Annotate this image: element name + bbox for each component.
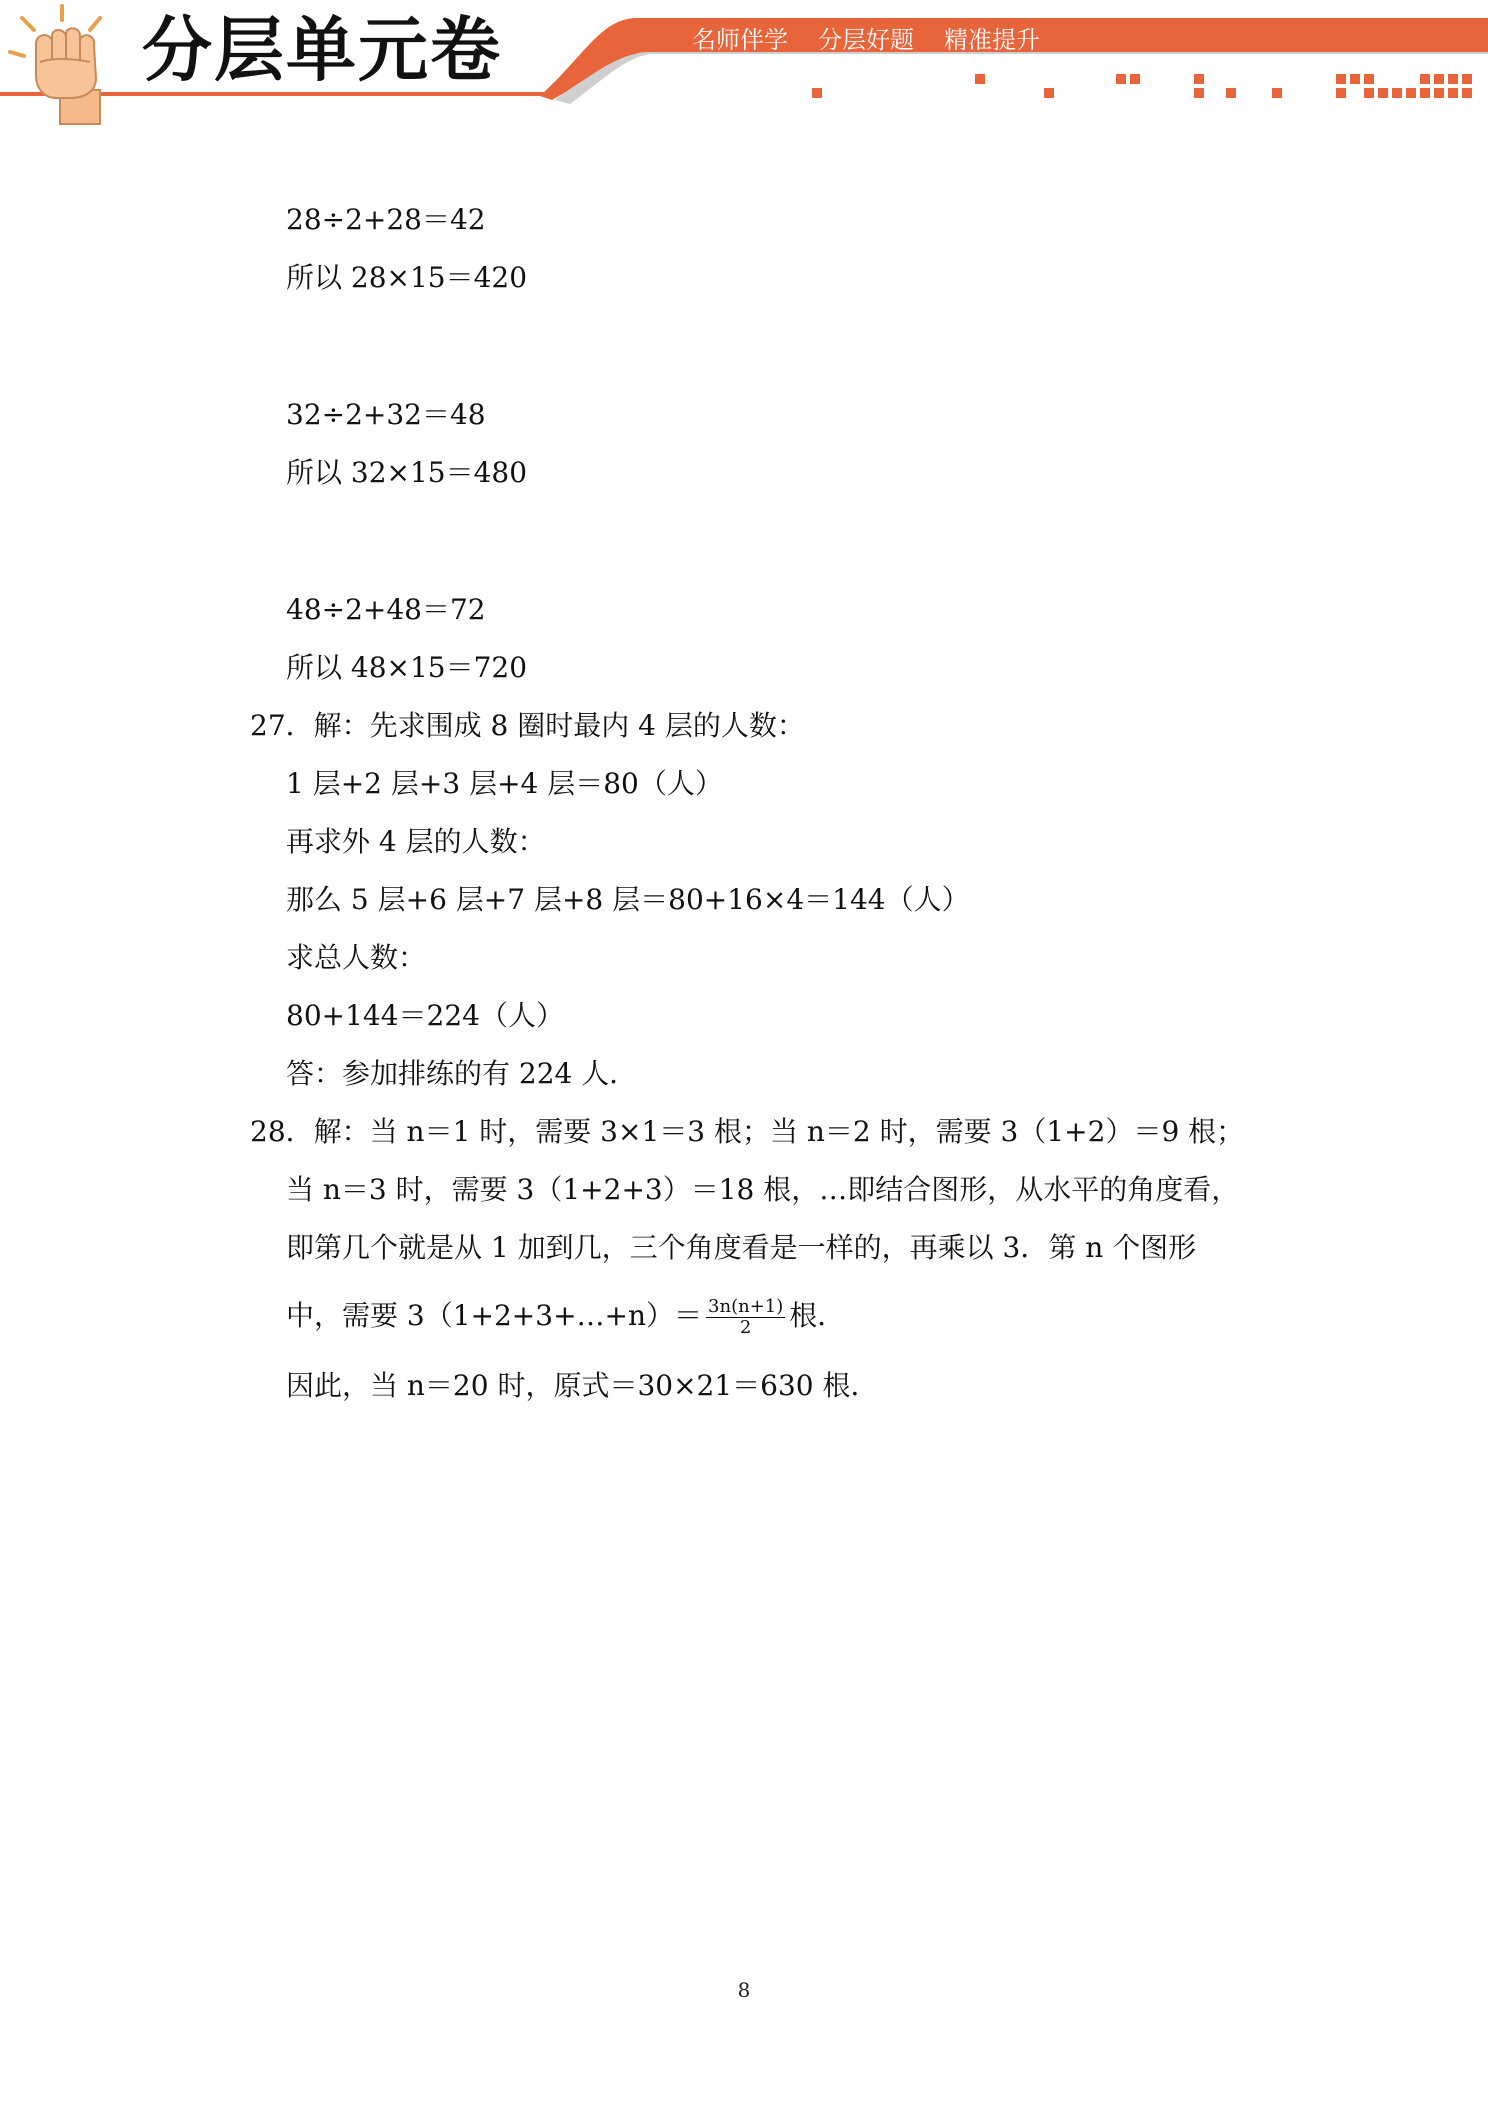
q27-line: 求总人数： — [286, 941, 427, 974]
formula-suffix: 根． — [789, 1299, 846, 1332]
q28-line: 即第几个就是从 1 加到几，三个角度看是一样的，再乘以 3．第 n 个图形 — [286, 1231, 1197, 1264]
slogan-3: 精准提升 — [944, 26, 1040, 54]
calc-line: 48÷2+48＝72 — [286, 593, 486, 626]
question-27-heading: 27．解：先求围成 8 圈时最内 4 层的人数： — [250, 709, 805, 742]
calc-line: 所以 48×15＝720 — [286, 651, 528, 684]
raised-fist-icon — [0, 0, 130, 130]
q28-conclusion: 因此，当 n＝20 时，原式＝30×21＝630 根． — [286, 1369, 879, 1402]
q27-line: 再求外 4 层的人数： — [286, 825, 546, 858]
calc-line: 28÷2+28＝42 — [286, 203, 486, 236]
fraction-denominator: 2 — [739, 1317, 752, 1338]
slogan-1: 名师伴学 — [692, 26, 788, 54]
header-title: 分层单元卷 — [142, 9, 502, 91]
q27-line: 那么 5 层+6 层+7 层+8 层＝80+16×4＝144（人） — [286, 883, 970, 916]
q28-formula-line — [286, 1296, 845, 1338]
q27-line: 1 层+2 层+3 层+4 层＝80（人） — [286, 767, 723, 800]
question-28-heading: 28．解：当 n＝1 时，需要 3×1＝3 根；当 n＝2 时，需要 3（1+2）＝9 根； — [250, 1115, 1245, 1148]
calc-line: 32÷2+32＝48 — [286, 398, 486, 431]
page-header — [0, 0, 1488, 130]
fraction — [706, 1297, 785, 1338]
calc-line: 所以 28×15＝420 — [286, 261, 528, 294]
q27-line: 80+144＝224（人） — [286, 999, 564, 1032]
q28-line: 当 n＝3 时，需要 3（1+2+3）＝18 根，…即结合图形，从水平的角度看， — [286, 1173, 1240, 1206]
fraction-numerator: 3n(n+1) — [708, 1296, 784, 1317]
page-number: 8 — [737, 1978, 751, 2002]
calc-line: 所以 32×15＝480 — [286, 456, 528, 489]
formula-prefix: 中，需要 3（1+2+3+…+n）＝ — [286, 1299, 703, 1332]
slogan-2: 分层好题 — [818, 26, 914, 54]
q27-answer: 答：参加排练的有 224 人． — [286, 1057, 638, 1090]
